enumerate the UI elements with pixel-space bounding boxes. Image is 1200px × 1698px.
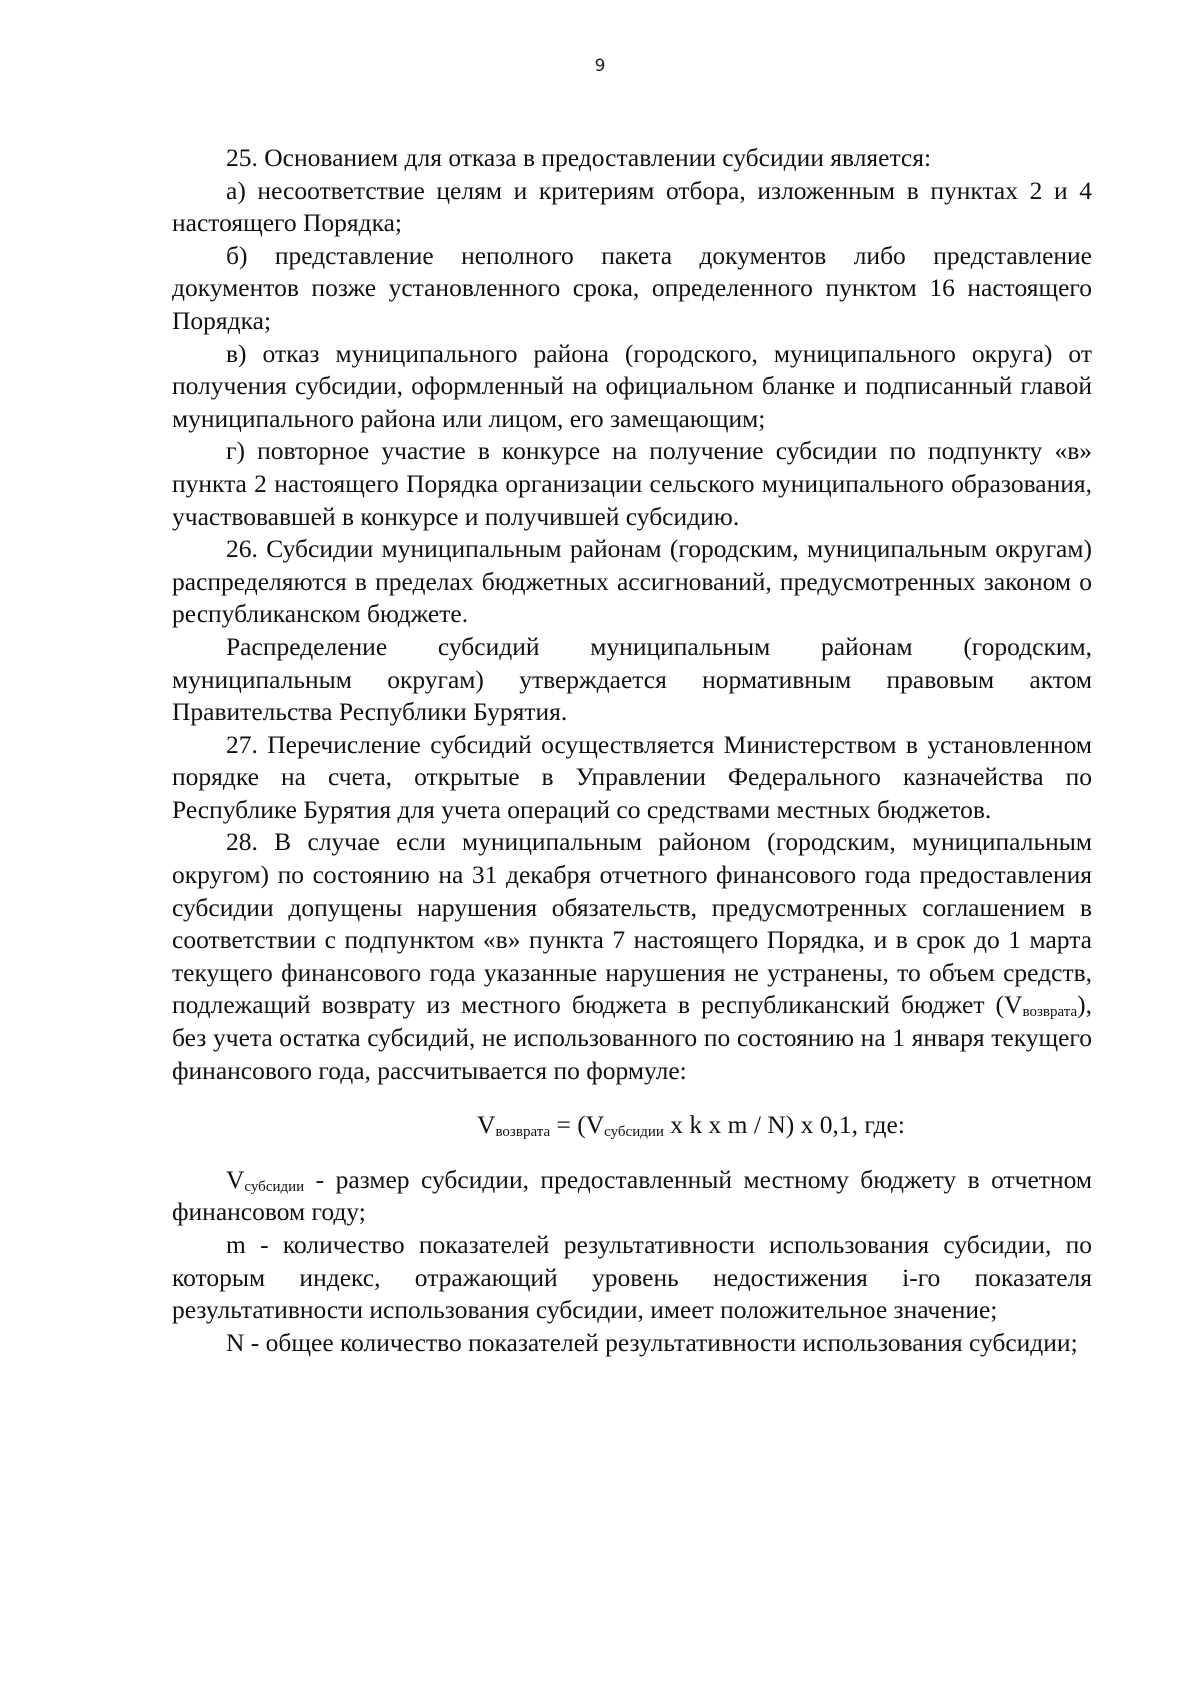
document-body [172,142,1092,1359]
formula-equals-v: = (V [550,1110,605,1140]
paragraph-28-text-1: 28. В случае если муниципальным районом (городским, муниципальным округом) по состоянию на 31 декабря отчетного финансового года предоставления субсидии допущены нарушения обязательств, предусмотренных соглашением в соответствии с подпунктом «в» пункта 7 настоящего Порядка, и в срок до 1 марта текущего финансового года указанные нарушения не устранены, то объем средств, подлежащий возврату из местного бюджета в республиканский бюджет (V [172,827,1092,1020]
paragraph-26: 26. Субсидии муниципальным районам (городским, муниципальным округам) распределяются в пределах бюджетных ассигнований, предусмотренных законом о республиканском бюджете. [172,534,1092,629]
page-number: 9 [594,56,606,76]
paragraph-28-subscript: возврата [1022,1004,1078,1021]
paragraph-26-distribution: Распределение субсидий муниципальным районам (городским, муниципальным округам) утверждается нормативным правовым актом Правительства Республики Бурятия. [172,631,1092,727]
paragraph-25-b: б) представление неполного пакета документов либо представление документов позже установленного срока, определенного пунктом 16 настоящего Порядка; [172,240,1092,335]
definition-v-subscript: субсидии [244,1178,305,1195]
definition-m: m - количество показателей результативности использования субсидии, по которым индекс, отражающий уровень недостижения i-го показателя результативности использования субсидии, имеет положительное значение; [172,1230,1092,1325]
formula-refund-subscript: возврата [495,1124,551,1141]
definition-v-text: - размер субсидии, предоставленный местному бюджету в отчетном финансовом году; [172,1164,1092,1227]
formula-v-refund: V [477,1110,496,1140]
paragraph-28-text-2: ), без учета остатка субсидий, не использованного по состоянию на 1 января текущего финансового года, рассчитывается по формуле: [172,990,1092,1085]
definition-v-subsidy [172,1164,1092,1229]
formula-subsidy-subscript: субсидии [604,1124,664,1141]
definition-n: N - общее количество показателей результативности использования субсидии; [226,1327,1078,1357]
paragraph-25: 25. Основанием для отказа в предоставлении субсидии является: [226,143,932,172]
paragraph-28 [172,826,1092,1087]
formula-rest: x k x m / N) x 0,1, где: [663,1110,905,1140]
paragraph-27: 27. Перечисление субсидий осуществляется Министерством в установленном порядке на счета, открытые в Управлении Федерального казначейства по Республике Бурятия для учета операций со средствами местных бюджетов. [172,729,1092,824]
definition-v-symbol: V [226,1164,245,1194]
paragraph-25-g: г) повторное участие в конкурсе на получение субсидии по подпункту «в» пункта 2 настоящего Порядка организации сельского муниципального образования, участвовавшей в конкурсе и получившей субсидию. [172,436,1092,531]
refund-formula [172,1109,1092,1142]
paragraph-25-v: в) отказ муниципального района (городского, муниципального округа) от получения субсидии, оформленный на официальном бланке и подписанный главой муниципального района или лицом, его замещающим; [172,338,1092,433]
paragraph-25-a: а) несоответствие целям и критериям отбора, изложенным в пунктах 2 и 4 настоящего Порядка; [172,175,1092,238]
